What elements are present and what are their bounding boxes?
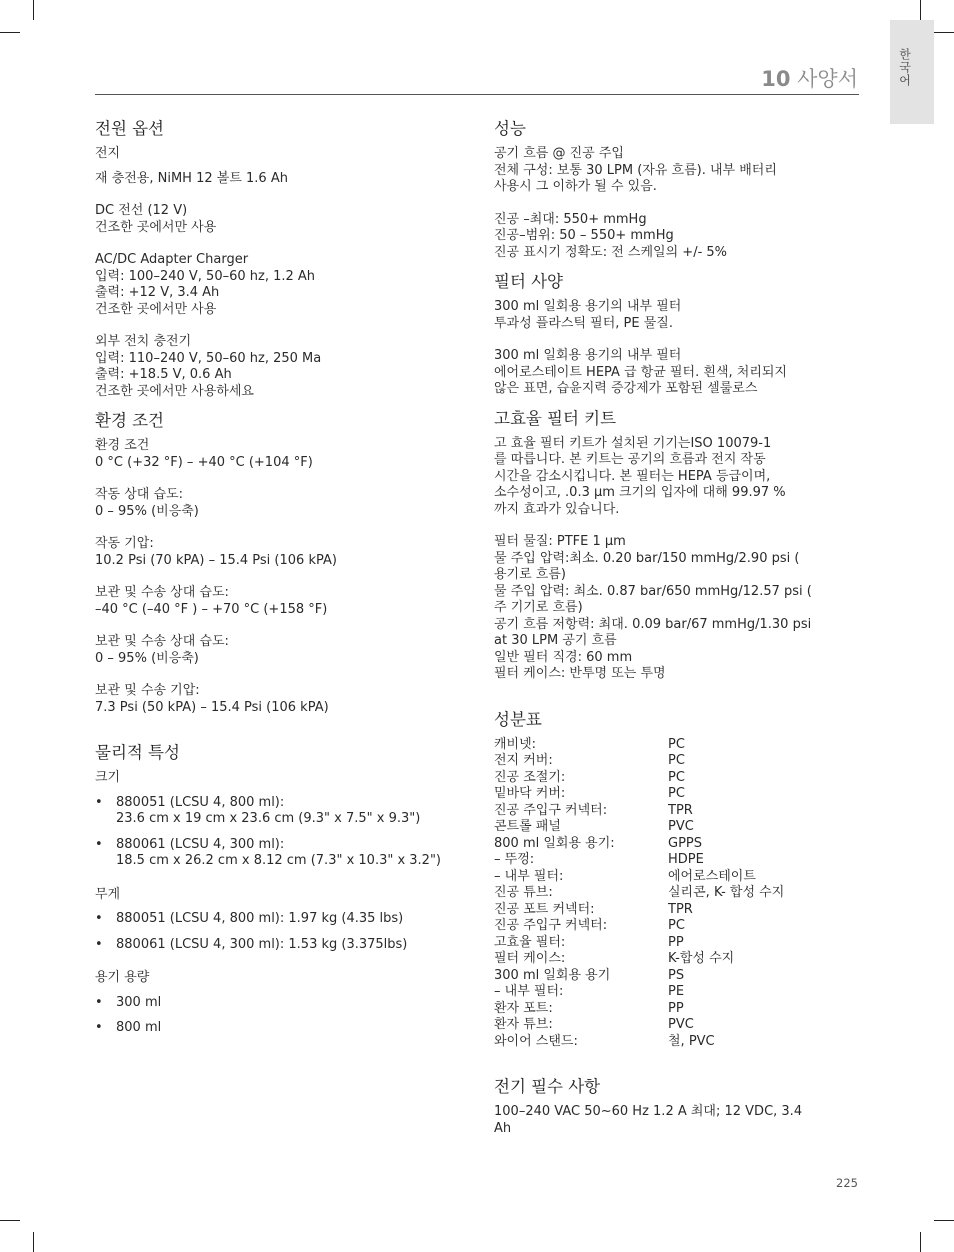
material-value: TPR [668,802,693,818]
material-value: 철, PVC [668,1033,715,1049]
material-value: PC [668,753,685,768]
env-storage-pressure: 보관 및 수송 기압: 7.3 Psi (50 kPA) – 15.4 Psi (106 kPA) [95,683,329,715]
crop-mark [0,1220,20,1221]
table-row [494,1034,784,1051]
language-label: 한국어 [897,48,912,87]
capacity-list [95,995,460,1037]
material-part: 와이어 스탠드: [494,1033,578,1049]
material-value: 실리콘, K- 합성 수지 [668,885,785,900]
performance-vacuum: 진공 –최대: 550+ mmHg 진공–범위: 50 – 550+ mmHg 진공 표시기 정확도: 전 스케일의 +/- 5% [494,211,728,260]
battery-label: 전지 [95,146,121,161]
external-charger-desc: 외부 전치 충전기 입력: 110–240 V, 50–60 hz, 250 Ma 출력: +18.5 V, 0.6 Ah 건조한 곳에서만 사용하세요 [95,334,322,399]
table-row [494,852,784,869]
list-item: • 880051 (LCSU 4, 800 ml): 1.97 kg (4.35 lbs) [95,911,460,928]
material-value: PE [668,984,685,999]
material-part: 필터 케이스: [494,951,566,966]
material-part: – 내부 필터: [494,868,564,884]
table-row [494,968,784,985]
material-part: 콘트롤 패널 [494,819,561,834]
material-part: – 뚜껑: [494,852,535,867]
section-title-electrical: 전기 필수 사항 [494,1077,601,1096]
crop-mark [33,0,34,20]
material-value: GPPS [668,835,703,851]
table-row [494,803,784,820]
material-part: 진공 포트 커넥터: [494,901,595,917]
env-operating-pressure: 작동 기압: 10.2 Psi (70 kPA) – 15.4 Psi (106 kPA) [95,536,337,568]
material-value: 에어로스테이트 [668,868,756,884]
size-list [95,795,460,870]
material-value: PC [668,918,685,933]
acdc-charger-desc: AC/DC Adapter Charger 입력: 100–240 V, 50–60 hz, 1.2 Ah 출력: +12 V, 3.4 Ah 건조한 곳에서만 사용 [95,252,316,317]
material-part: 진공 조절기: [494,769,566,785]
material-part: 환자 튜브: [494,1017,553,1032]
table-row [494,1001,784,1018]
hepa-kit-desc: 고 효율 필터 키트가 설치된 기기는ISO 10079-1 를 따릅니다. 본 키트는 공기의 흐름과 전지 작동 시간을 감소시킵니다. 본 필터는 HEPA 등급이며, 소수성이고, .0.3 µm 크기의 입자에 대해 99.97 % 까지 효과가 있습니다. [494,435,786,517]
performance-airflow: 공기 흐름 @ 진공 주입 전체 구성: 보통 30 LPM (자유 흐름). 내부 배터리 사용시 그 이하가 될 수 있음. [494,146,777,194]
crop-mark [934,32,954,33]
list-item: • 880061 (LCSU 4, 300 ml): 1.53 kg (3.375lbs) [95,937,460,954]
material-value: HDPE [668,852,704,867]
capacity-label: 용기 용량 [95,970,150,985]
table-row [494,753,784,770]
table-row [494,737,784,754]
material-part: 환자 포트: [494,1000,553,1016]
material-value: TPR [668,901,693,917]
table-row [494,770,784,787]
material-value: PP [668,1000,684,1016]
section-title-power: 전원 옵션 [95,119,165,138]
list-item: • 880051 (LCSU 4, 800 ml): 23.6 cm x 19 cm x 23.6 cm (9.3" x 7.5" x 9.3") [95,795,460,828]
env-operating-temp: 환경 조건 0 °C (+32 °F) – +40 °C (+104 °F) [95,438,313,470]
filter-pe: 300 ml 일회용 용기의 내부 필터 투과성 플라스틱 필터, PE 물질. [494,299,682,331]
env-storage-temp: 보관 및 수송 상대 습도: –40 °C (–40 °F ) – +70 °C (+158 °F) [95,585,328,617]
env-operating-humidity: 작동 상대 습도: 0 – 95% (비응축) [95,487,199,519]
chapter-number: 10 [761,67,791,91]
table-row [494,786,784,803]
material-part: 300 ml 일회용 용기 [494,967,611,983]
section-title-environment: 환경 조건 [95,411,165,430]
table-row [494,836,784,853]
material-value: PVC [668,819,694,834]
right-column [494,118,862,1137]
list-item: • 300 ml [95,995,460,1012]
table-row [494,1017,784,1034]
material-value: PVC [668,1017,694,1032]
table-row [494,935,784,952]
material-part: 밑바닥 커버: [494,786,566,801]
left-column [95,118,460,1046]
material-value: PS [668,967,685,983]
material-part: 진공 튜브: [494,885,553,900]
section-title-materials: 성분표 [494,709,542,729]
material-part: 800 ml 일회용 용기: [494,835,615,851]
materials-table [494,737,784,1051]
material-value: PC [668,769,685,785]
weight-list [95,911,460,953]
table-row [494,869,784,886]
crop-mark [33,1232,34,1252]
table-row [494,885,784,902]
crop-mark [934,1220,954,1221]
material-value: PC [668,786,685,801]
table-row [494,951,784,968]
material-part: 전지 커버: [494,753,553,768]
page-number: 225 [836,1176,858,1190]
dc-cable-desc: DC 전선 (12 V) 건조한 곳에서만 사용 [95,203,217,235]
section-title-performance: 성능 [494,119,526,138]
table-row [494,902,784,919]
env-storage-humidity: 보관 및 수송 상대 습도: 0 – 95% (비응축) [95,634,229,666]
table-row [494,984,784,1001]
material-part: 진공 주입구 커넥터: [494,918,608,933]
size-label: 크기 [95,770,121,785]
crop-mark [920,0,921,20]
section-title-filter: 필터 사양 [494,272,564,291]
list-item: • 880061 (LCSU 4, 300 ml): 18.5 cm x 26.2 cm x 8.12 cm (7.3" x 10.3" x 3.2") [95,837,460,870]
table-row [494,918,784,935]
material-value: K-합성 수지 [668,951,735,966]
battery-desc: 재 충전용, NiMH 12 볼트 1.6 Ah [95,170,288,186]
list-item: • 800 ml [95,1020,460,1037]
material-part: 고효율 필터: [494,934,566,950]
table-row [494,819,784,836]
section-title-physical: 물리적 특성 [95,743,180,762]
chapter-header [761,66,858,92]
header-rule [95,94,859,95]
section-title-hepa-kit: 고효율 필터 키트 [494,408,617,428]
chapter-title: 사양서 [797,67,858,91]
crop-mark [920,1232,921,1252]
language-tab [890,20,934,124]
material-part: 진공 주입구 커넥터: [494,802,608,818]
material-value: PC [668,736,685,752]
crop-mark [0,32,20,33]
hepa-kit-specs: 필터 물질: PTFE 1 µm 물 주입 압력:최소. 0.20 bar/150 mmHg/2.90 psi ( 용기로 흐름) 물 주입 압력: 최소. 0.87 bar/650 mmHg/12.57 psi ( 주 기기로 흐름) 공기 흐름 저항력: 최대. 0.09 bar/67 mmHg/1.30 psi at 30 LPM 공기 흐름 일반 필터 직경: 60 mm 필터 케이스: 반투명 또는 투명 [494,534,812,681]
material-part: – 내부 필터: [494,984,564,999]
electrical-desc: 100–240 VAC 50~60 Hz 1.2 A 최대; 12 VDC, 3.4 Ah [494,1104,803,1136]
weight-label: 무게 [95,886,121,902]
filter-hepa: 300 ml 일회용 용기의 내부 필터 에어로스테이트 HEPA 급 항균 필터. 흰색, 처리되지 않은 표면, 습윤지력 증강제가 포함된 셀룰로스 [494,348,787,396]
material-value: PP [668,934,684,950]
material-part: 캐비넷: [494,736,537,752]
